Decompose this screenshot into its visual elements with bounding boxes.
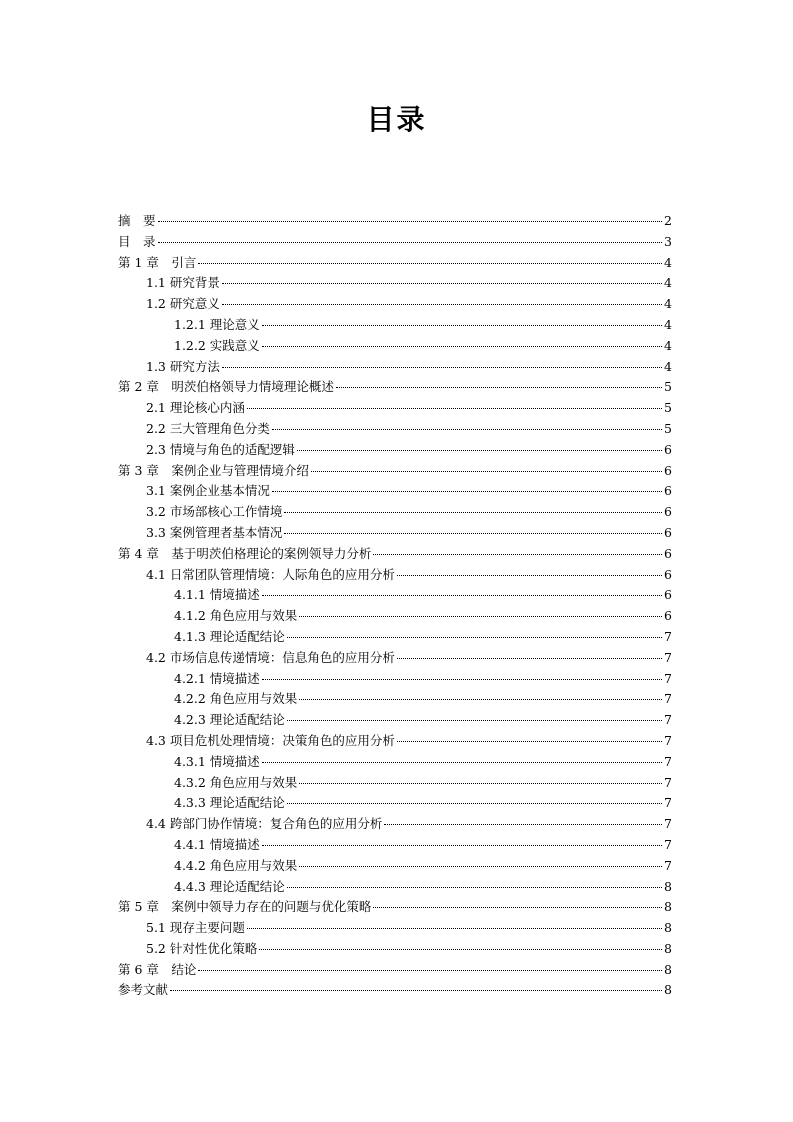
toc-entry[interactable] [118,357,672,378]
toc-entry-label: 1.3 研究方法 [146,358,220,374]
toc-entry-label: 4.3.2 角色应用与效果 [174,774,298,790]
toc-entry-label: 第 3 章 案例企业与管理情境介绍 [118,462,309,478]
toc-entry-page-number: 8 [664,961,672,977]
toc-entry[interactable] [118,440,672,461]
toc-leader-dots [262,346,662,347]
toc-entry[interactable] [118,897,672,918]
toc-entry-page-number: 4 [664,337,672,353]
toc-entry-label: 4.3.3 理论适配结论 [174,795,285,811]
toc-entry[interactable] [118,253,672,274]
toc-entry-label: 4.1.3 理论适配结论 [174,628,285,644]
toc-entry-label: 4.2.3 理论适配结论 [174,712,285,728]
page-title: 目录 [366,103,427,136]
toc-entry-label: 第 4 章 基于明茨伯格理论的案例领导力分析 [118,545,372,561]
toc-entry[interactable] [118,835,672,856]
toc-entry-label: 5.2 针对性优化策略 [146,940,258,956]
toc-leader-dots [222,304,662,305]
toc-entry-label: 4.2 市场信息传递情境：信息角色的应用分析 [146,649,395,665]
toc-entry-page-number: 2 [664,213,672,228]
toc-entry-page-number: 6 [664,441,672,457]
toc-leader-dots [397,741,662,742]
toc-entry-label: 第 2 章 明茨伯格领导力情境理论概述 [118,379,334,395]
toc-entry-label: 第 5 章 案例中领导力存在的问题与优化策略 [118,899,372,915]
toc-leader-dots [384,824,662,825]
toc-entry[interactable] [118,502,672,523]
toc-entry-page-number: 7 [664,857,672,873]
toc-entry[interactable] [118,669,672,690]
toc-entry[interactable] [118,793,672,814]
toc-entry[interactable] [118,419,672,440]
toc-entry[interactable] [118,523,672,544]
toc-leader-dots [262,679,662,680]
toc-entry-label: 4.2.1 情境描述 [174,670,260,686]
table-of-contents [118,211,672,1001]
toc-entry[interactable] [118,918,672,939]
toc-leader-dots [284,512,662,513]
toc-entry[interactable] [118,336,672,357]
toc-entry-label: 4.4.2 角色应用与效果 [174,857,298,873]
toc-entry-page-number: 7 [664,774,672,790]
toc-entry-label: 第 6 章 结论 [118,961,197,977]
toc-entry-label: 2.3 情境与角色的适配逻辑 [146,441,295,457]
toc-entry-page-number: 8 [664,899,672,915]
toc-entry-label: 1.2 研究意义 [146,296,220,312]
toc-leader-dots [158,242,663,243]
toc-entry-page-number: 5 [664,420,672,436]
toc-leader-dots [259,949,662,950]
toc-leader-dots [262,845,662,846]
toc-leader-dots [311,471,662,472]
toc-leader-dots [397,575,662,576]
toc-entry[interactable] [118,752,672,773]
toc-entry-page-number: 7 [664,628,672,644]
toc-entry[interactable] [118,939,672,960]
toc-entry-label: 4.4.3 理论适配结论 [174,878,285,894]
toc-leader-dots [272,491,662,492]
toc-leader-dots [262,762,662,763]
toc-entry-label: 2.2 三大管理角色分类 [146,420,270,436]
toc-entry[interactable] [118,377,672,398]
toc-leader-dots [284,533,662,534]
toc-leader-dots [287,887,662,888]
toc-entry[interactable] [118,877,672,898]
toc-entry-page-number: 8 [664,878,672,894]
toc-entry-page-number: 4 [664,275,672,291]
toc-leader-dots [262,595,662,596]
toc-entry[interactable] [118,315,672,336]
toc-entry-page-number: 4 [664,254,672,270]
toc-entry[interactable] [118,232,672,253]
toc-entry-page-number: 6 [664,462,672,478]
toc-entry-page-number: 7 [664,753,672,769]
toc-leader-dots [262,325,662,326]
toc-leader-dots [247,408,662,409]
toc-leader-dots [373,907,662,908]
toc-entry[interactable] [118,960,672,981]
toc-entry-page-number: 6 [664,587,672,603]
toc-entry-page-number: 6 [664,608,672,624]
toc-entry[interactable] [118,627,672,648]
toc-entry-page-number: 6 [664,566,672,582]
toc-entry-page-number: 4 [664,316,672,332]
toc-entry-label: 4.4.1 情境描述 [174,836,260,852]
toc-leader-dots [299,616,662,617]
toc-entry[interactable] [118,544,672,565]
toc-entry-label: 1.2.2 实践意义 [174,337,260,353]
toc-entry-label: 4.1.1 情境描述 [174,587,260,603]
toc-leader-dots [373,554,662,555]
toc-entry-page-number: 7 [664,670,672,686]
toc-entry[interactable] [118,294,672,315]
toc-leader-dots [272,429,662,430]
toc-entry[interactable] [118,710,672,731]
toc-entry-page-number: 6 [664,504,672,520]
toc-entry[interactable] [118,565,672,586]
toc-entry-label: 4.2.2 角色应用与效果 [174,691,298,707]
toc-entry-page-number: 7 [664,691,672,707]
toc-entry-label: 4.3.1 情境描述 [174,753,260,769]
toc-entry[interactable] [118,980,672,1001]
toc-leader-dots [287,720,662,721]
toc-entry-label: 4.1 日常团队管理情境：人际角色的应用分析 [146,566,395,582]
toc-entry-page-number: 5 [664,379,672,395]
toc-entry-page-number: 8 [664,940,672,956]
toc-entry-label: 1.2.1 理论意义 [174,316,260,332]
toc-entry[interactable] [118,648,672,669]
toc-entry-page-number: 6 [664,483,672,499]
toc-entry[interactable] [118,398,672,419]
toc-entry[interactable] [118,211,672,232]
toc-entry-label: 4.1.2 角色应用与效果 [174,608,298,624]
toc-leader-dots [222,283,662,284]
toc-leader-dots [287,637,662,638]
toc-entry-page-number: 7 [664,795,672,811]
toc-entry-label: 3.3 案例管理者基本情况 [146,524,283,540]
toc-entry-page-number: 4 [664,296,672,312]
toc-leader-dots [198,970,662,971]
toc-entry[interactable] [118,773,672,794]
toc-leader-dots [299,699,662,700]
toc-entry-page-number: 3 [664,233,672,249]
toc-leader-dots [222,367,662,368]
toc-entry-label: 3.2 市场部核心工作情境 [146,504,283,520]
toc-leader-dots [299,783,662,784]
toc-entry-page-number: 8 [664,920,672,936]
toc-entry[interactable] [118,481,672,502]
toc-entry-page-number: 7 [664,816,672,832]
toc-entry-page-number: 7 [664,712,672,728]
toc-entry-label: 5.1 现存主要问题 [146,920,245,936]
toc-leader-dots [158,221,663,222]
toc-entry-label: 4.4 跨部门协作情境：复合角色的应用分析 [146,816,383,832]
toc-leader-dots [287,803,662,804]
toc-entry[interactable] [118,814,672,835]
toc-leader-dots [170,990,662,991]
toc-entry-page-number: 7 [664,649,672,665]
toc-entry-page-number: 7 [664,732,672,748]
toc-entry-page-number: 7 [664,836,672,852]
toc-entry[interactable] [118,585,672,606]
toc-entry-label: 2.1 理论核心内涵 [146,400,245,416]
toc-entry[interactable] [118,606,672,627]
toc-entry[interactable] [118,689,672,710]
toc-entry-page-number: 5 [664,400,672,416]
toc-leader-dots [247,928,662,929]
toc-entry-label: 第 1 章 引言 [118,254,197,270]
toc-entry[interactable] [118,461,672,482]
toc-entry-page-number: 6 [664,545,672,561]
toc-entry-label: 1.1 研究背景 [146,275,220,291]
toc-entry[interactable] [118,856,672,877]
toc-leader-dots [198,263,662,264]
toc-entry-label: 4.3 项目危机处理情境：决策角色的应用分析 [146,732,395,748]
toc-entry[interactable] [118,273,672,294]
toc-entry-page-number: 6 [664,524,672,540]
toc-entry-label: 3.1 案例企业基本情况 [146,483,270,499]
toc-entry-label: 参考文献 [118,982,169,998]
toc-entry-page-number: 8 [664,982,672,998]
toc-leader-dots [336,387,662,388]
toc-leader-dots [397,658,662,659]
toc-leader-dots [297,450,662,451]
toc-entry-label: 摘 要 [118,213,156,228]
toc-entry[interactable] [118,731,672,752]
toc-leader-dots [299,866,662,867]
toc-entry-page-number: 4 [664,358,672,374]
toc-entry-label: 目 录 [118,233,156,249]
